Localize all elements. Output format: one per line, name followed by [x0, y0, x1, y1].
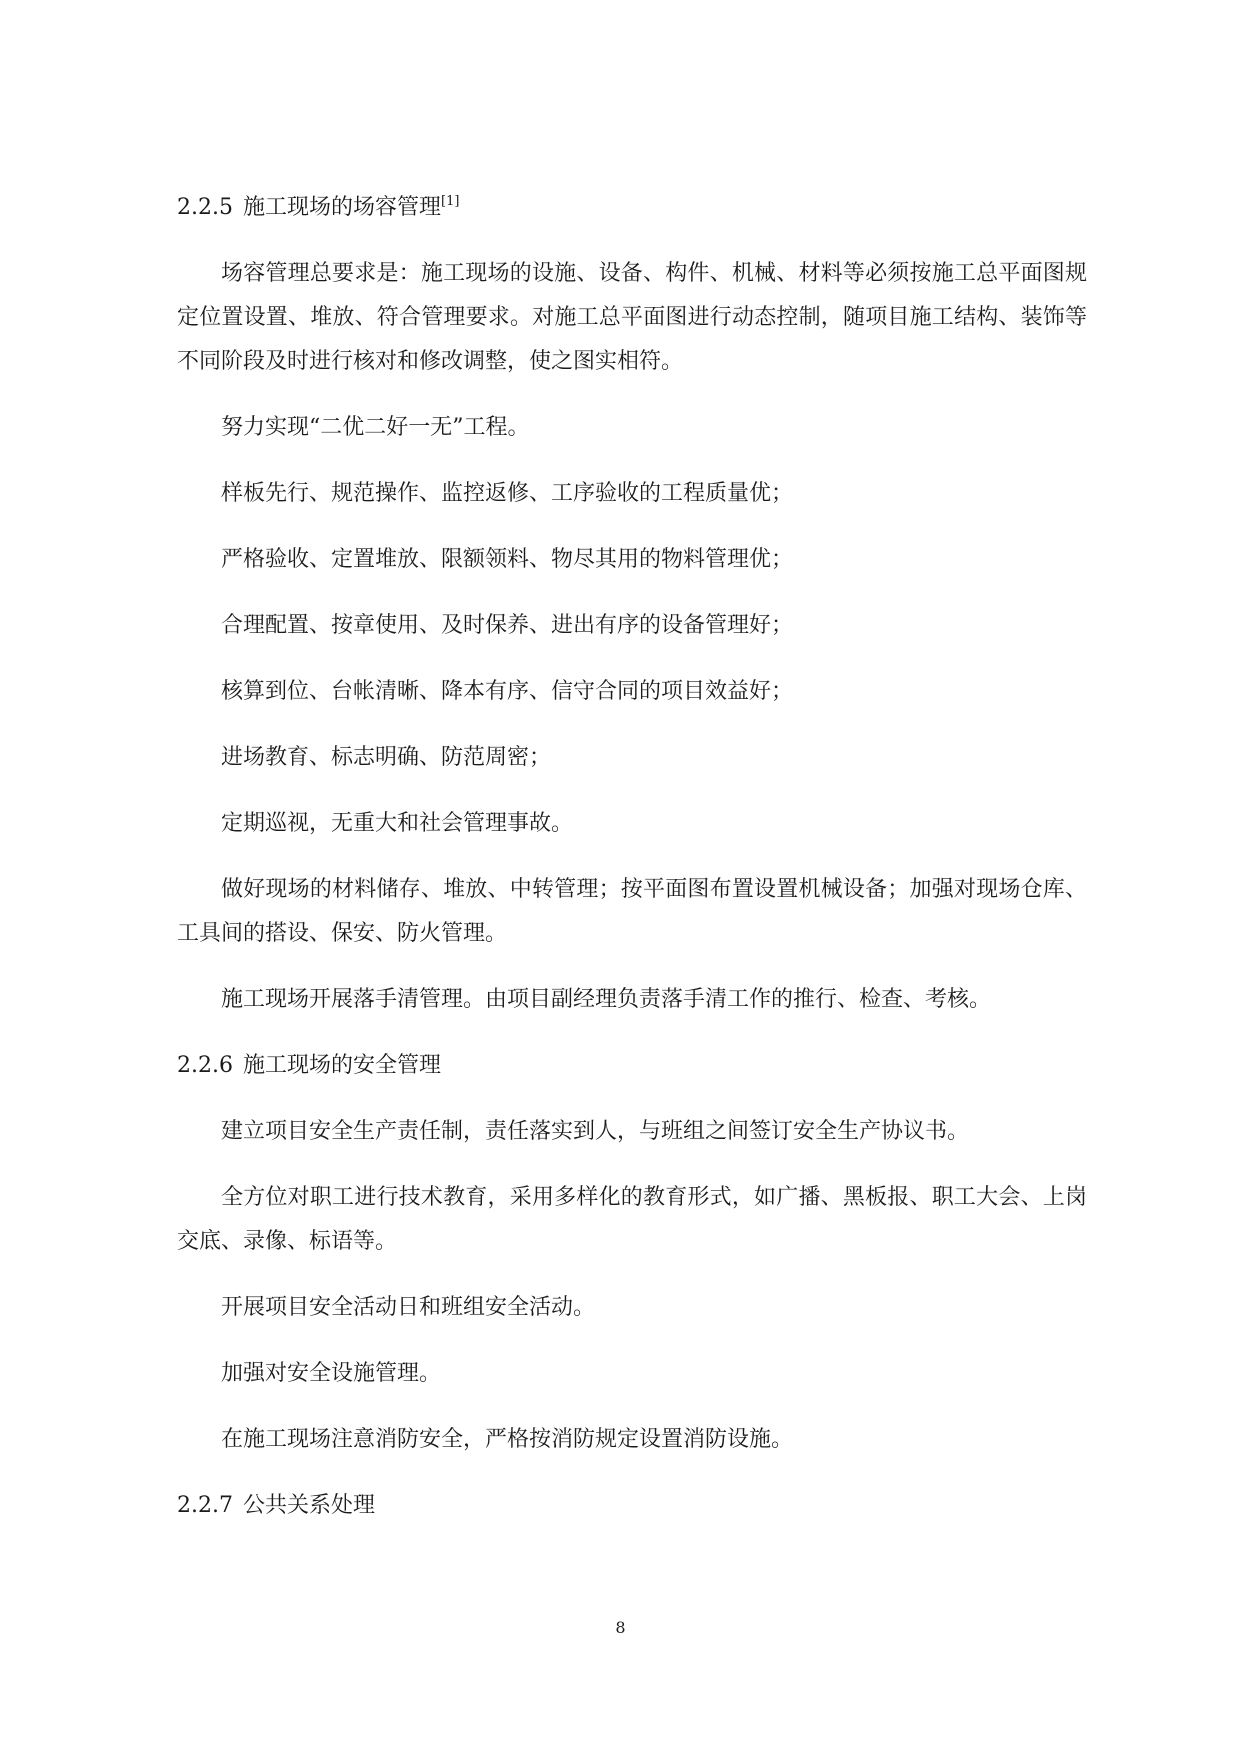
paragraph: 进场教育、标志明确、防范周密；	[221, 745, 552, 770]
paragraph: 做好现场的材料储存、堆放、中转管理；按平面图布置设置机械设备；加强对现场仓库、工具间的搭设、保安、防火管理。	[177, 877, 1087, 946]
paragraph: 加强对安全设施管理。	[221, 1361, 442, 1386]
section-heading-2-2-7	[177, 1484, 1087, 1528]
paragraph: 场容管理总要求是：施工现场的设施、设备、构件、机械、材料等必须按施工总平面图规定位置设置、堆放、符合管理要求。对施工总平面图进行动态控制，随项目施工结构、装饰等不同阶段及时进行核对和修改调整，使之图实相符。	[177, 261, 1087, 374]
paragraph: 开展项目安全活动日和班组安全活动。	[221, 1295, 596, 1320]
paragraph: 样板先行、规范操作、监控返修、工序验收的工程质量优；	[221, 481, 794, 506]
section-title: 公共关系处理	[243, 1493, 376, 1518]
section-number: 2.2.6	[177, 1053, 233, 1078]
section-title: 施工现场的安全管理	[243, 1053, 442, 1078]
section-heading-2-2-5	[177, 186, 1087, 230]
paragraph: 定期巡视，无重大和社会管理事故。	[221, 811, 574, 836]
section-title: 施工现场的场容管理	[243, 195, 442, 220]
paragraph: 在施工现场注意消防安全，严格按消防规定设置消防设施。	[221, 1427, 794, 1452]
paragraph: 全方位对职工进行技术教育，采用多样化的教育形式，如广播、黑板报、职工大会、上岗交底、录像、标语等。	[177, 1185, 1087, 1254]
section-number: 2.2.7	[177, 1493, 233, 1518]
paragraph: 建立项目安全生产责任制，责任落实到人，与班组之间签订安全生产协议书。	[221, 1119, 970, 1144]
citation-ref: [1]	[441, 194, 460, 209]
paragraph: 合理配置、按章使用、及时保养、进出有序的设备管理好；	[221, 613, 794, 638]
page-number: 8	[615, 1618, 626, 1637]
paragraph: 核算到位、台帐清晰、降本有序、信守合同的项目效益好；	[221, 679, 794, 704]
paragraph: 施工现场开展落手清管理。由项目副经理负责落手清工作的推行、检查、考核。	[221, 987, 992, 1012]
paragraph: 严格验收、定置堆放、限额领料、物尽其用的物料管理优；	[221, 547, 794, 572]
section-heading-2-2-6	[177, 1044, 1087, 1088]
page-content	[177, 186, 1087, 1550]
section-number: 2.2.5	[177, 195, 233, 220]
paragraph: 努力实现“二优二好一无”工程。	[221, 415, 530, 440]
